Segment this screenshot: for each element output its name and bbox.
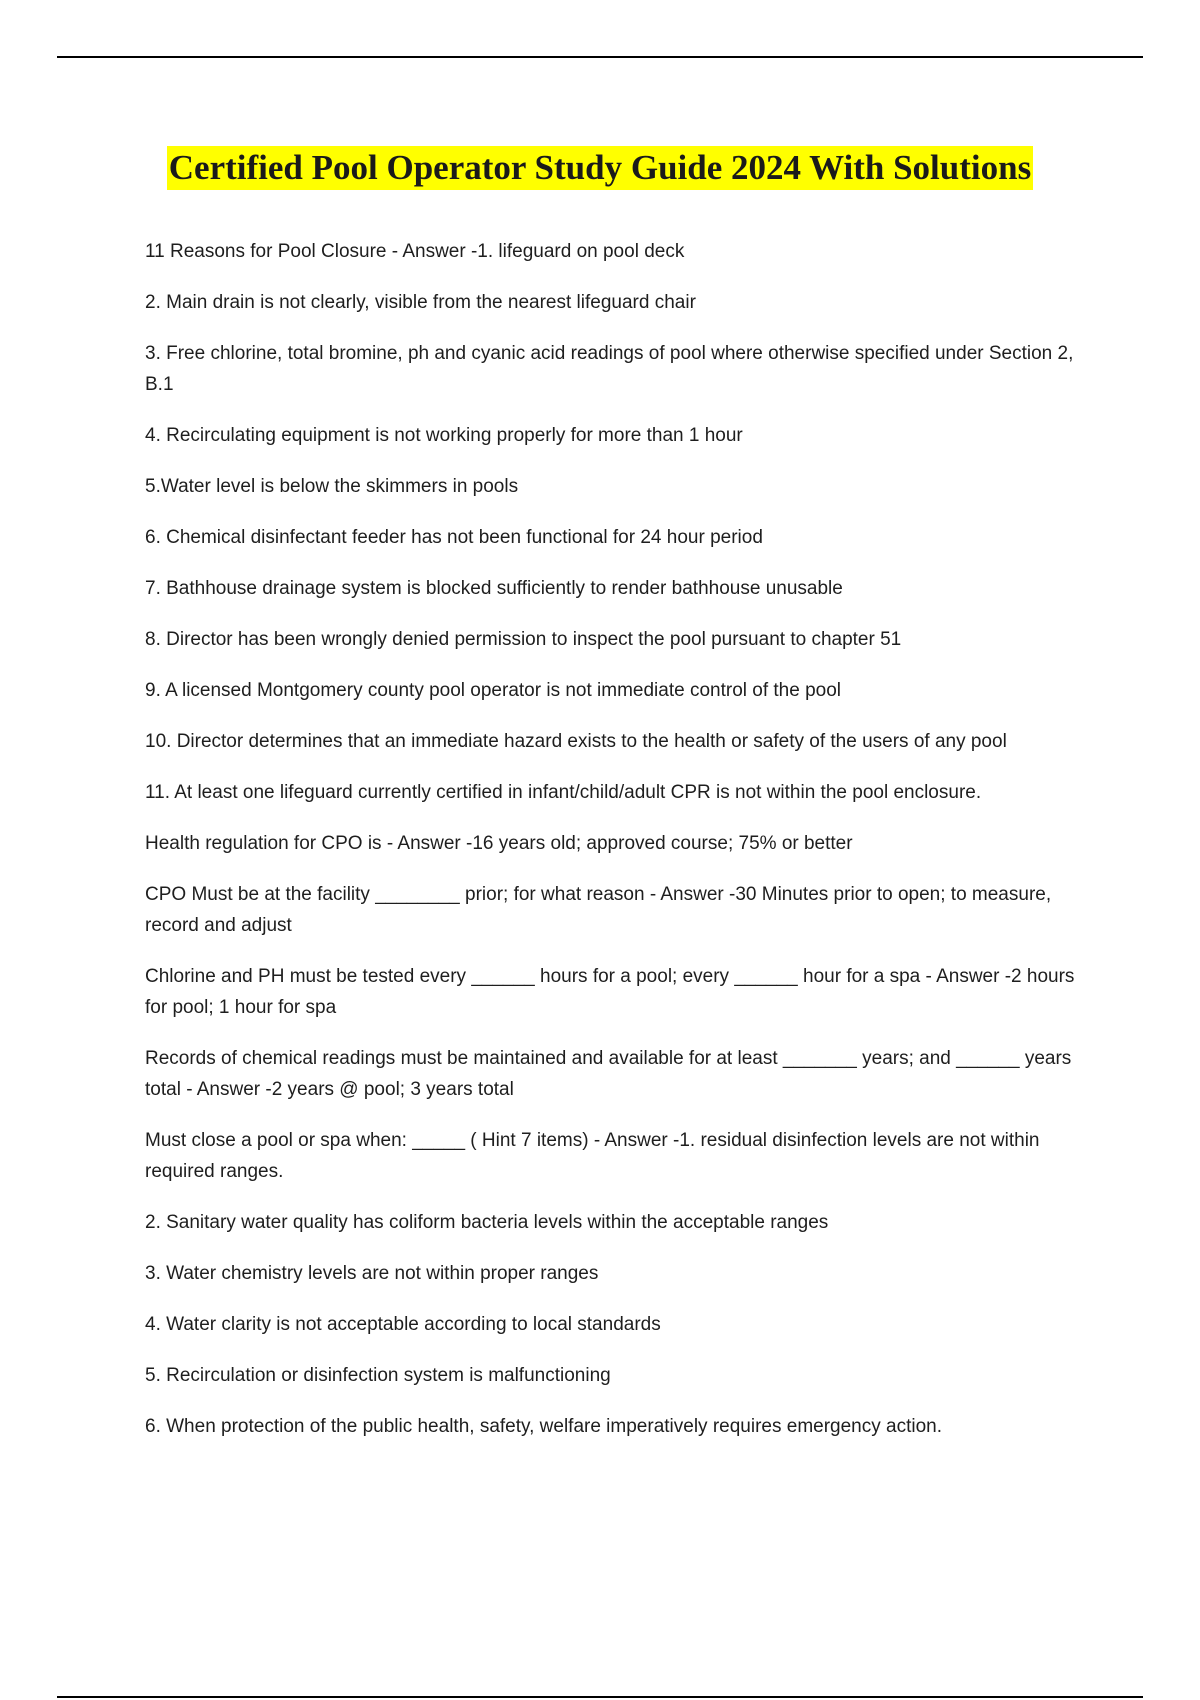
bottom-rule	[57, 1696, 1143, 1698]
paragraph: Records of chemical readings must be maintained and available for at least _______ years; and ______ years total - Answer -2 years @ pool; 3 years total	[145, 1048, 1072, 1100]
paragraph: 5. Recirculation or disinfection system is malfunctioning	[145, 1365, 611, 1386]
paragraph: 4. Recirculating equipment is not working properly for more than 1 hour	[145, 425, 743, 446]
paragraph: Must close a pool or spa when: _____ ( Hint 7 items) - Answer -1. residual disinfection levels are not within required ranges.	[145, 1130, 1040, 1182]
paragraph: 3. Water chemistry levels are not within proper ranges	[145, 1263, 599, 1284]
paragraph: 11 Reasons for Pool Closure - Answer -1. lifeguard on pool deck	[145, 241, 685, 262]
page-title: Certified Pool Operator Study Guide 2024 With Solutions	[167, 146, 1033, 190]
paragraph: CPO Must be at the facility ________ prior; for what reason - Answer -30 Minutes prior to open; to measure, record and adjust	[145, 884, 1052, 936]
paragraph: 6. When protection of the public health, safety, welfare imperatively requires emergency action.	[145, 1416, 942, 1437]
paragraph: Chlorine and PH must be tested every ______ hours for a pool; every ______ hour for a spa - Answer -2 hours for pool; 1 hour for spa	[145, 966, 1075, 1018]
paragraph: 11. At least one lifeguard currently certified in infant/child/adult CPR is not within the pool enclosure.	[145, 782, 982, 803]
paragraph: 8. Director has been wrongly denied permission to inspect the pool pursuant to chapter 51	[145, 629, 902, 650]
document-body	[145, 236, 1085, 1462]
paragraph: 3. Free chlorine, total bromine, ph and cyanic acid readings of pool where otherwise specified under Section 2, B.1	[145, 343, 1074, 395]
paragraph: 7. Bathhouse drainage system is blocked sufficiently to render bathhouse unusable	[145, 578, 843, 599]
paragraph: 2. Main drain is not clearly, visible from the nearest lifeguard chair	[145, 292, 696, 313]
paragraph: Health regulation for CPO is - Answer -16 years old; approved course; 75% or better	[145, 833, 853, 854]
paragraph: 6. Chemical disinfectant feeder has not been functional for 24 hour period	[145, 527, 763, 548]
paragraph: 2. Sanitary water quality has coliform bacteria levels within the acceptable ranges	[145, 1212, 829, 1233]
paragraph: 9. A licensed Montgomery county pool operator is not immediate control of the pool	[145, 680, 842, 701]
paragraph: 10. Director determines that an immediate hazard exists to the health or safety of the users of any pool	[145, 731, 1007, 752]
paragraph: 4. Water clarity is not acceptable according to local standards	[145, 1314, 661, 1335]
top-rule	[57, 56, 1143, 58]
paragraph: 5.Water level is below the skimmers in pools	[145, 476, 519, 497]
title-block	[0, 146, 1200, 190]
